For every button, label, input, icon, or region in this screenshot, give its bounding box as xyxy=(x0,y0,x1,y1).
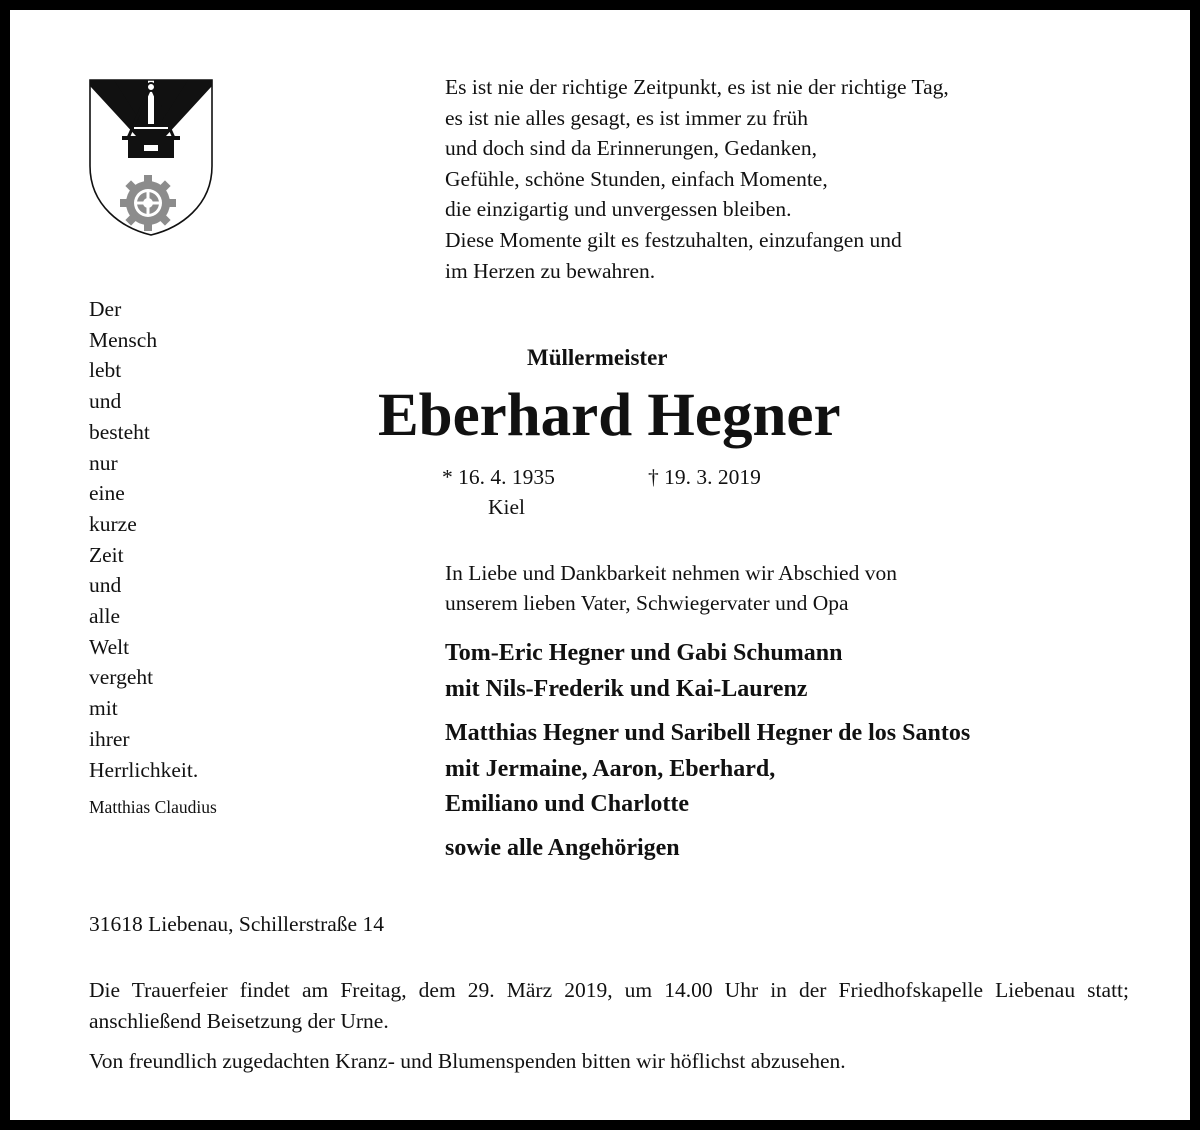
quote-word: alle xyxy=(89,604,121,629)
quote-word: und xyxy=(89,389,122,414)
family-others xyxy=(445,831,1165,867)
quote-word: Zeit xyxy=(89,542,124,567)
quote-word: besteht xyxy=(89,419,150,444)
family-line: Emiliano und Charlotte xyxy=(445,791,690,817)
quote xyxy=(89,294,289,785)
quote-word: Mensch xyxy=(89,327,158,352)
poem-line: Diese Momente gilt es festzuhalten, einzufangen und xyxy=(445,227,902,252)
quote-word: ihrer xyxy=(89,726,130,751)
quote-word: nur xyxy=(89,450,118,475)
birth-date: * 16. 4. 1935 xyxy=(442,465,555,489)
poem-line: es ist nie alles gesagt, es ist immer zu früh xyxy=(445,105,809,130)
poem-line: Es ist nie der richtige Zeitpunkt, es ist nie der richtige Tag, xyxy=(445,75,949,99)
donations-note: Von freundlich zugedachten Kranz- und Blumenspenden bitten wir höflichst abzusehen. xyxy=(89,1049,846,1073)
family-line: sowie alle Angehörigen xyxy=(445,835,680,861)
family-line: Tom-Eric Hegner und Gabi Schumann xyxy=(445,640,843,666)
quote-word: Welt xyxy=(89,634,130,659)
poem-line: die einzigartig und unvergessen bleiben. xyxy=(445,197,792,222)
quote-word: vergeht xyxy=(89,665,154,690)
family-line: mit Nils-Frederik und Kai-Laurenz xyxy=(445,675,808,702)
poem-line: und doch sind da Erinnerungen, Gedanken, xyxy=(445,136,817,161)
coat-of-arms-icon xyxy=(88,78,214,238)
family-line: mit Jermaine, Aaron, Eberhard, xyxy=(445,755,776,782)
quote-word: mit xyxy=(89,696,118,721)
quote-word: lebt xyxy=(89,358,122,383)
quote-word: und xyxy=(89,573,122,598)
poem-line: im Herzen zu bewahren. xyxy=(445,258,656,283)
quote-word: eine xyxy=(89,481,125,506)
profession-title: Müllermeister xyxy=(527,345,668,370)
poem-line: Gefühle, schöne Stunden, einfach Momente, xyxy=(445,166,828,191)
quote-word: Der xyxy=(89,297,122,321)
intro-line: unserem lieben Vater, Schwiegervater und Opa xyxy=(445,591,849,615)
birthplace: Kiel xyxy=(488,495,526,519)
family-group-2 xyxy=(445,716,1165,823)
quote-word: kurze xyxy=(89,511,137,536)
death-date: † 19. 3. 2019 xyxy=(648,465,761,489)
family-line: Matthias Hegner und Saribell Hegner de los Santos xyxy=(445,720,971,746)
poem xyxy=(445,72,1165,286)
funeral-service-text: Die Trauerfeier findet am Freitag, dem 29. März 2019, um 14.00 Uhr in der Friedhofskapelle Liebenau statt; anschließend Beisetzung der Urne. xyxy=(89,978,1129,1033)
address: 31618 Liebenau, Schillerstraße 14 xyxy=(89,912,384,936)
quote-word: Herrlichkeit. xyxy=(89,757,199,782)
deceased-name: Eberhard Hegner xyxy=(378,382,841,449)
family-group-1 xyxy=(445,636,1165,707)
quote-author: Matthias Claudius xyxy=(89,797,217,817)
intro-line: In Liebe und Dankbarkeit nehmen wir Abschied von xyxy=(445,561,897,585)
farewell-intro xyxy=(445,558,1165,618)
